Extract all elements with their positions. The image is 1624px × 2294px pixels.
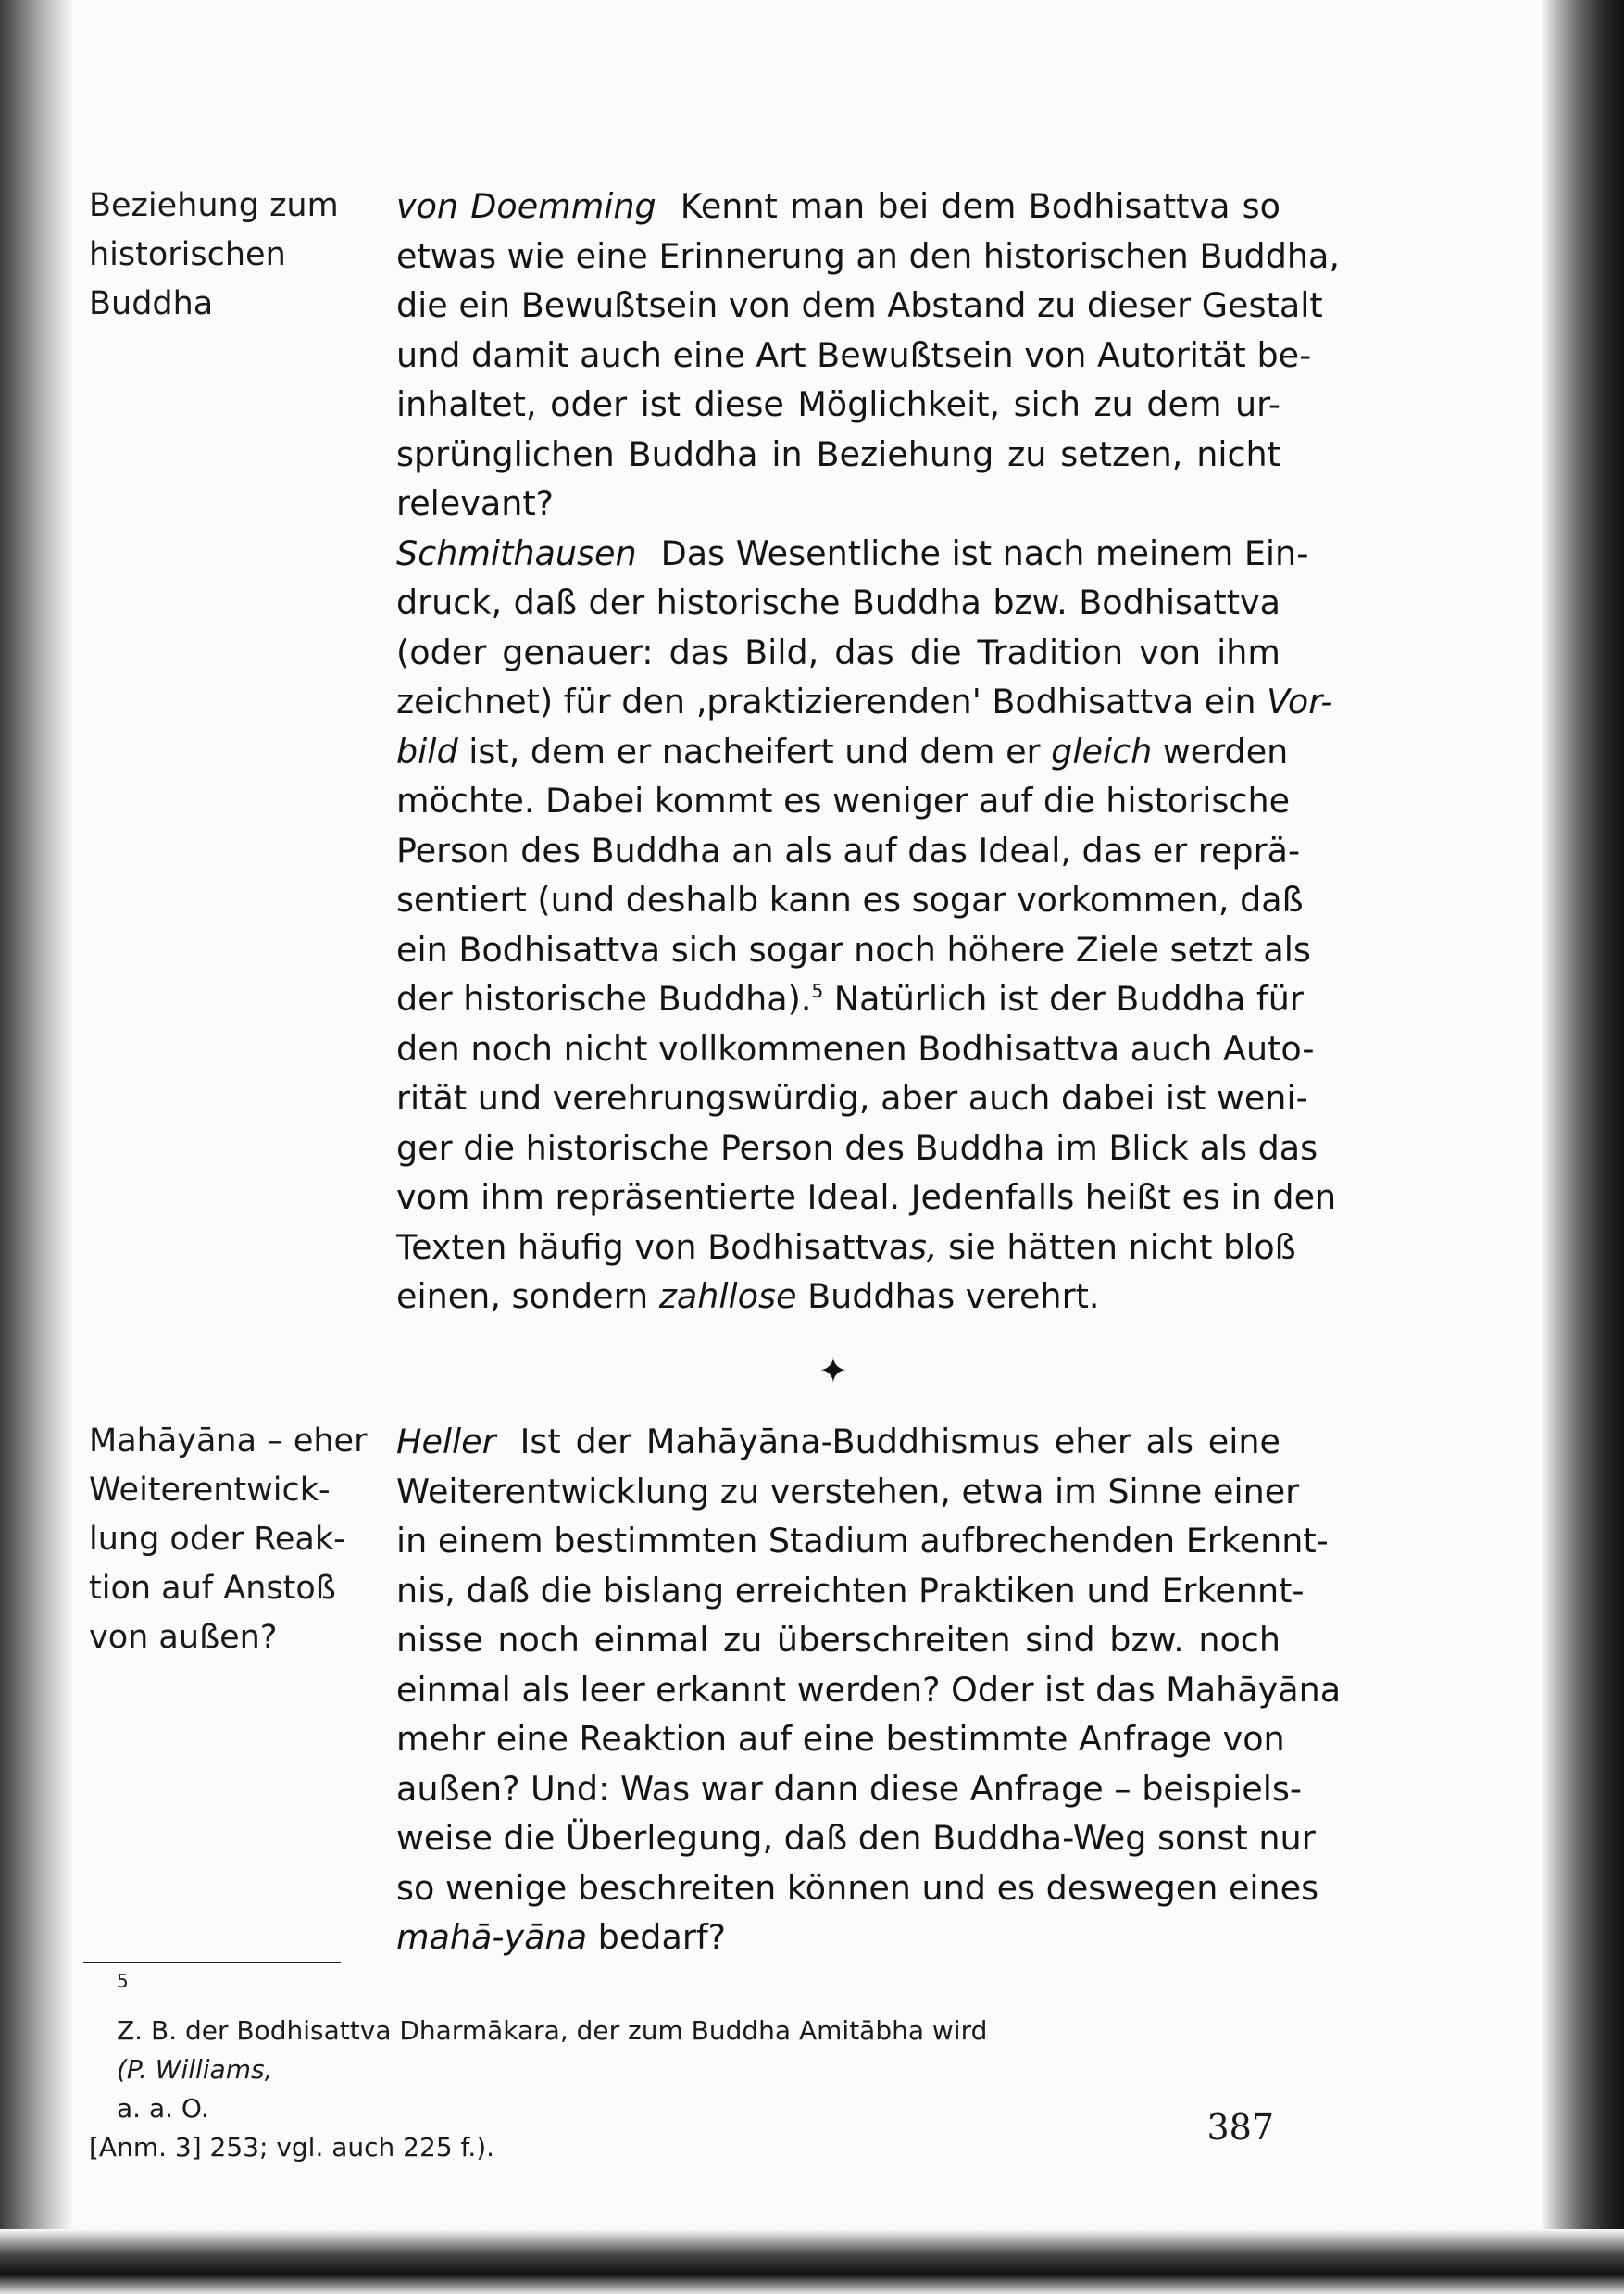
margin-note-line: Beziehung zum	[89, 187, 339, 224]
text-segment: Das Wesentliche ist nach meinem Ein-	[660, 533, 1309, 573]
text-line: vom ihm repräsentierte Ideal. Jedenfalls heißt es in den	[396, 1177, 1337, 1217]
text-segment: Z. B. der Bodhisattva Dharmākara, der zum Buddha Amitābha wird	[117, 2015, 988, 2046]
footnote-line	[89, 1970, 1279, 2128]
footnote-marker: 5	[117, 1970, 129, 1992]
text-line: sprünglichen Buddha in Beziehung zu setzen, nicht	[396, 433, 1280, 474]
text-line	[396, 1417, 1280, 1467]
emphasis: (P. Williams,	[117, 2054, 273, 2085]
text-segment: Natürlich ist der Buddha für	[823, 979, 1304, 1019]
text-line: Weiterentwicklung zu verstehen, etwa im Sinne einer	[396, 1471, 1300, 1511]
footnote-reference: 5	[811, 980, 824, 1002]
text-line: den noch nicht vollkommenen Bodhisattva auch Auto-	[396, 1028, 1315, 1069]
text-segment: Buddhas verehrt.	[796, 1276, 1100, 1316]
scan-gutter-bottom	[0, 2229, 1624, 2294]
text-line: die ein Bewußtsein von dem Abstand zu dieser Gestalt	[396, 285, 1323, 325]
margin-note-line: lung oder Reak-	[89, 1521, 345, 1558]
text-line: ein Bodhisattva sich sogar noch höhere Ziele setzt als	[396, 929, 1311, 970]
text-line: möchte. Dabei kommt es weniger auf die historische	[396, 781, 1291, 821]
speaker-heller: Heller	[396, 1422, 496, 1461]
emphasis: s,	[908, 1226, 938, 1267]
speaker-von-doemming: von Doemming	[396, 186, 656, 226]
text-line: (oder genauer: das Bild, das die Tradition von ihm	[396, 632, 1280, 672]
text-line	[396, 1222, 1296, 1272]
text-line: einmal als leer erkannt werden? Oder ist das Mahāyāna	[396, 1669, 1342, 1710]
text-segment: Texten häufig von Bodhisattva	[396, 1226, 909, 1267]
section-ornament-icon: ✦	[818, 1350, 848, 1391]
text-line: etwas wie eine Erinnerung an den historischen Buddha,	[396, 235, 1340, 276]
margin-note-historical-buddha	[89, 182, 357, 329]
margin-note-line: tion auf Anstoß	[89, 1570, 336, 1607]
emphasis: bild	[396, 731, 458, 771]
text-line: weise die Überlegung, daß den Buddha-Weg sonst nur	[396, 1818, 1316, 1858]
text-segment: sie hätten nicht bloß	[937, 1226, 1296, 1267]
text-line: nisse noch einmal zu überschreiten sind bzw. noch	[396, 1620, 1280, 1660]
dialogue-block-2	[396, 1417, 1342, 1962]
emphasis: mahā-yāna	[396, 1917, 588, 1957]
text-line: sentiert (und deshalb kann es sogar vorkommen, daß	[396, 880, 1304, 920]
text-line: rität und verehrungswürdig, aber auch dabei ist weni-	[396, 1078, 1308, 1118]
scan-gutter-right	[1541, 0, 1624, 2294]
text-line: ger die historische Person des Buddha im Blick als das	[396, 1127, 1318, 1168]
text-line	[396, 1272, 1280, 1322]
page-number: 387	[1206, 2107, 1274, 2148]
footnote	[89, 1970, 1279, 2167]
scan-gutter-left	[0, 0, 74, 2294]
text-line	[396, 677, 1333, 727]
text-line: druck, daß der historische Buddha bzw. Bodhisattva	[396, 583, 1280, 622]
text-line: mehr eine Reaktion auf eine bestimmte Anfrage von	[396, 1719, 1285, 1759]
margin-note-line: historischen	[89, 236, 286, 273]
text-segment: einen, sondern	[396, 1276, 659, 1316]
text-line: und damit auch eine Art Bewußtsein von Autorität be-	[396, 334, 1312, 375]
dialogue-block-1	[396, 182, 1340, 1322]
emphasis: zahllose	[658, 1276, 797, 1316]
text-line: so wenige beschreiten können und es deswegen eines	[396, 1867, 1319, 1908]
text-line: nis, daß die bislang erreichten Praktiken und Erkennt-	[396, 1570, 1305, 1611]
text-line: relevant?	[396, 483, 555, 523]
text-line	[396, 974, 1304, 1024]
text-line: Person des Buddha an als auf das Ideal, das er reprä-	[396, 830, 1301, 871]
emphasis: Vor-	[1267, 682, 1333, 721]
text-line	[396, 529, 1309, 579]
text-segment: a. a. O.	[117, 2093, 209, 2124]
text-segment: der historische Buddha).	[396, 979, 812, 1019]
text-segment: zeichnet) für den ‚praktizierenden' Bodhisattva ein	[396, 682, 1268, 721]
text-segment: bedarf?	[587, 1917, 727, 1957]
margin-note-line: Mahāyāna – eher	[89, 1423, 368, 1460]
margin-note-mahayana	[89, 1417, 368, 1662]
speaker-schmithausen: Schmithausen	[396, 533, 637, 573]
text-line	[396, 182, 1280, 232]
text-line: außen? Und: Was war dann diese Anfrage – beispiels-	[396, 1768, 1303, 1809]
text-segment: Ist der Mahāyāna-Buddhismus eher als eine	[519, 1422, 1280, 1461]
emphasis: gleich	[1051, 731, 1153, 771]
text-line: inhaltet, oder ist diese Möglichkeit, sich zu dem ur-	[396, 384, 1280, 424]
margin-note-line: von außen?	[89, 1619, 278, 1656]
text-segment: ist, dem er nacheifert und dem er	[457, 731, 1052, 771]
margin-note-line: Weiterentwick-	[89, 1472, 331, 1509]
text-line	[396, 727, 1289, 777]
text-segment: Kennt man bei dem Bodhisattva so	[680, 186, 1280, 226]
text-line: in einem bestimmten Stadium aufbrechenden Erkennt-	[396, 1521, 1329, 1561]
footnote-line: [Anm. 3] 253; vgl. auch 225 f.).	[89, 2132, 495, 2162]
footnote-divider	[83, 1962, 341, 1963]
text-segment: werden	[1152, 731, 1289, 771]
margin-note-line: Buddha	[89, 285, 214, 322]
text-line	[396, 1912, 1280, 1962]
